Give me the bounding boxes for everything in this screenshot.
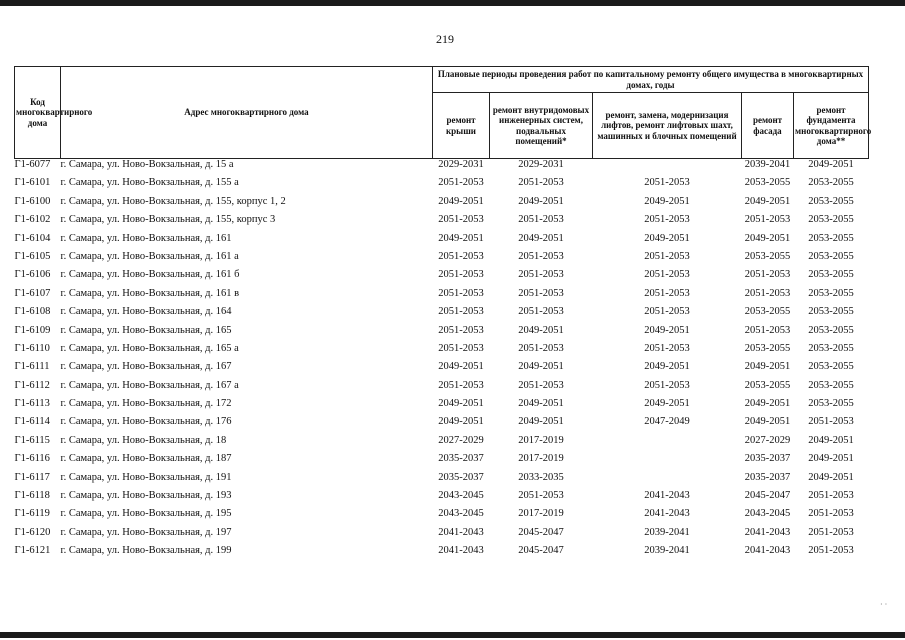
cell-foundation: 2053-2055 xyxy=(808,195,854,207)
cell-foundation: 2053-2055 xyxy=(808,214,854,226)
cell-foundation: 2053-2055 xyxy=(808,287,854,299)
cell-address: г. Самара, ул. Ново-Вокзальная, д. 18 xyxy=(60,434,227,446)
cell-lifts: 2041-2043 xyxy=(644,508,690,520)
cell-roof: 2035-2037 xyxy=(438,471,484,483)
cell-facade: 2049-2051 xyxy=(744,416,791,428)
cell-code: Г1-6116 xyxy=(14,453,50,465)
cell-code: Г1-6114 xyxy=(14,416,50,428)
cell-address: г. Самара, ул. Ново-Вокзальная, д. 161 а xyxy=(60,250,239,262)
cell-code: Г1-6120 xyxy=(14,526,51,538)
cell-foundation: 2051-2053 xyxy=(808,526,854,538)
table-row xyxy=(15,398,869,416)
cell-code: Г1-6115 xyxy=(14,434,50,446)
cell-code: Г1-6102 xyxy=(14,214,51,226)
cell-systems: 2051-2053 xyxy=(518,214,564,226)
cell-roof: 2027-2029 xyxy=(438,434,484,446)
cell-roof: 2051-2053 xyxy=(438,342,484,354)
cell-systems: 2049-2051 xyxy=(518,416,564,428)
cell-foundation: 2053-2055 xyxy=(808,342,854,354)
cell-address: г. Самара, ул. Ново-Вокзальная, д. 165 а xyxy=(60,342,239,354)
cell-lifts: 2051-2053 xyxy=(644,342,690,354)
cell-roof: 2049-2051 xyxy=(438,398,484,410)
cell-roof: 2051-2053 xyxy=(438,250,484,262)
cell-code: Г1-6118 xyxy=(14,490,50,502)
cell-systems: 2049-2051 xyxy=(518,361,564,373)
table-row xyxy=(15,416,869,434)
cell-foundation: 2051-2053 xyxy=(808,508,854,520)
header-address: Адрес многоквартирного дома xyxy=(61,67,433,159)
cell-facade: 2041-2043 xyxy=(744,526,791,538)
cell-systems: 2017-2019 xyxy=(518,434,564,446)
cell-facade: 2035-2037 xyxy=(744,471,791,483)
cell-facade: 2045-2047 xyxy=(744,490,791,502)
cell-lifts: 2049-2051 xyxy=(644,361,690,373)
cell-address: г. Самара, ул. Ново-Вокзальная, д. 199 xyxy=(60,545,232,557)
cell-lifts: 2049-2051 xyxy=(644,398,690,410)
cell-foundation: 2053-2055 xyxy=(808,306,854,318)
cell-facade: 2051-2053 xyxy=(744,287,791,299)
cell-foundation: 2053-2055 xyxy=(808,324,854,336)
cell-roof: 2029-2031 xyxy=(438,159,484,170)
cell-address: г. Самара, ул. Ново-Вокзальная, д. 167 а xyxy=(60,379,239,391)
cell-foundation: 2049-2051 xyxy=(808,453,854,465)
cell-address: г. Самара, ул. Ново-Вокзальная, д. 195 xyxy=(60,508,232,520)
cell-systems: 2049-2051 xyxy=(518,398,564,410)
cell-facade: 2049-2051 xyxy=(744,361,791,373)
cell-lifts: 2039-2041 xyxy=(644,545,690,557)
table-row xyxy=(15,251,869,269)
cell-systems: 2049-2051 xyxy=(518,324,564,336)
table-row xyxy=(15,325,869,343)
cell-lifts: 2051-2053 xyxy=(644,250,690,262)
cell-facade: 2053-2055 xyxy=(744,342,791,354)
cell-facade: 2051-2053 xyxy=(744,324,791,336)
header-facade: ремонт фасада xyxy=(742,93,794,159)
cell-code: Г1-6112 xyxy=(14,379,50,391)
header-code: Код многоквартирного дома xyxy=(15,67,61,159)
cell-foundation: 2053-2055 xyxy=(808,269,854,281)
cell-systems: 2017-2019 xyxy=(518,508,564,520)
cell-code: Г1-6109 xyxy=(14,324,51,336)
cell-roof: 2043-2045 xyxy=(438,508,484,520)
cell-foundation: 2051-2053 xyxy=(808,416,854,428)
cell-code: Г1-6105 xyxy=(14,250,51,262)
cell-address: г. Самара, ул. Ново-Вокзальная, д. 161 xyxy=(60,232,232,244)
cell-roof: 2051-2053 xyxy=(438,177,484,189)
cell-systems: 2033-2035 xyxy=(518,471,564,483)
cell-facade: 2053-2055 xyxy=(744,177,791,189)
cell-facade: 2051-2053 xyxy=(744,214,791,226)
page-number: 219 xyxy=(436,32,454,46)
cell-roof: 2049-2051 xyxy=(438,361,484,373)
cell-facade: 2053-2055 xyxy=(744,306,791,318)
cell-roof: 2041-2043 xyxy=(438,545,484,557)
cell-facade: 2049-2051 xyxy=(744,398,791,410)
table-row xyxy=(15,214,869,232)
cell-systems: 2051-2053 xyxy=(518,379,564,391)
table-row xyxy=(15,159,869,178)
cell-roof: 2051-2053 xyxy=(438,379,484,391)
table-row xyxy=(15,380,869,398)
cell-systems: 2051-2053 xyxy=(518,250,564,262)
cell-address: г. Самара, ул. Ново-Вокзальная, д. 155 а xyxy=(60,177,239,189)
table-row xyxy=(15,472,869,490)
cell-roof: 2049-2051 xyxy=(438,232,484,244)
cell-code: Г1-6106 xyxy=(14,269,51,281)
top-scan-border xyxy=(0,0,905,6)
table-row xyxy=(15,343,869,361)
cell-address: г. Самара, ул. Ново-Вокзальная, д. 187 xyxy=(60,453,232,465)
cell-lifts: 2039-2041 xyxy=(644,526,690,538)
cell-roof: 2049-2051 xyxy=(438,416,484,428)
cell-address: г. Самара, ул. Ново-Вокзальная, д. 191 xyxy=(60,471,232,483)
cell-systems: 2051-2053 xyxy=(518,306,564,318)
cell-facade: 2049-2051 xyxy=(744,232,791,244)
cell-lifts: 2051-2053 xyxy=(644,306,690,318)
cell-facade: 2053-2055 xyxy=(744,250,791,262)
cell-code: Г1-6077 xyxy=(14,159,51,170)
cell-address: г. Самара, ул. Ново-Вокзальная, д. 197 xyxy=(60,526,232,538)
table-row xyxy=(15,361,869,379)
cell-lifts: 2051-2053 xyxy=(644,269,690,281)
header-foundation: ремонт фундамента многоквартирного дома** xyxy=(794,93,869,159)
cell-address: г. Самара, ул. Ново-Вокзальная, д. 155, корпус 3 xyxy=(60,214,276,226)
cell-lifts: 2049-2051 xyxy=(644,324,690,336)
header-roof: ремонт крыши xyxy=(433,93,490,159)
cell-lifts: 2047-2049 xyxy=(644,416,690,428)
cell-facade: 2039-2041 xyxy=(744,159,791,170)
cell-address: г. Самара, ул. Ново-Вокзальная, д. 167 xyxy=(60,361,232,373)
cell-foundation: 2053-2055 xyxy=(808,232,854,244)
cell-systems: 2049-2051 xyxy=(518,232,564,244)
cell-roof: 2041-2043 xyxy=(438,526,484,538)
cell-facade: 2027-2029 xyxy=(744,434,791,446)
cell-address: г. Самара, ул. Ново-Вокзальная, д. 176 xyxy=(60,416,232,428)
table-row xyxy=(15,177,869,195)
header-systems: ремонт внутридомовых инженерных систем, подвальных помещений* xyxy=(490,93,593,159)
cell-foundation: 2053-2055 xyxy=(808,250,854,262)
scan-speckles: · · xyxy=(880,600,888,609)
table-row xyxy=(15,306,869,324)
cell-facade: 2053-2055 xyxy=(744,379,791,391)
cell-address: г. Самара, ул. Ново-Вокзальная, д. 165 xyxy=(60,324,232,336)
cell-foundation: 2053-2055 xyxy=(808,177,854,189)
cell-roof: 2043-2045 xyxy=(438,490,484,502)
cell-address: г. Самара, ул. Ново-Вокзальная, д. 172 xyxy=(60,398,232,410)
cell-foundation: 2051-2053 xyxy=(808,490,854,502)
cell-lifts xyxy=(593,472,742,490)
cell-systems: 2051-2053 xyxy=(518,342,564,354)
header-lifts: ремонт, замена, модернизация лифтов, ремонт лифтовых шахт, машинных и блочных помещений xyxy=(593,93,742,159)
cell-code: Г1-6113 xyxy=(14,398,50,410)
cell-address: г. Самара, ул. Ново-Вокзальная, д. 161 в xyxy=(60,287,240,299)
cell-systems: 2051-2053 xyxy=(518,490,564,502)
cell-facade: 2043-2045 xyxy=(744,508,791,520)
cell-lifts xyxy=(593,453,742,471)
table-row xyxy=(15,453,869,471)
cell-foundation: 2049-2051 xyxy=(808,159,854,170)
cell-code: Г1-6119 xyxy=(14,508,50,520)
cell-lifts: 2049-2051 xyxy=(644,232,690,244)
cell-roof: 2051-2053 xyxy=(438,287,484,299)
cell-code: Г1-6110 xyxy=(14,342,50,354)
cell-code: Г1-6101 xyxy=(14,177,51,189)
cell-code: Г1-6104 xyxy=(14,232,51,244)
table-body xyxy=(15,159,869,564)
cell-address: г. Самара, ул. Ново-Вокзальная, д. 164 xyxy=(60,306,232,318)
cell-roof: 2051-2053 xyxy=(438,306,484,318)
cell-lifts: 2051-2053 xyxy=(644,287,690,299)
cell-lifts: 2049-2051 xyxy=(644,195,690,207)
cell-systems: 2045-2047 xyxy=(518,545,564,557)
cell-foundation: 2049-2051 xyxy=(808,471,854,483)
cell-facade: 2035-2037 xyxy=(744,453,791,465)
table-row xyxy=(15,288,869,306)
cell-lifts: 2041-2043 xyxy=(644,490,690,502)
cell-systems: 2045-2047 xyxy=(518,526,564,538)
cell-foundation: 2053-2055 xyxy=(808,379,854,391)
cell-code: Г1-6100 xyxy=(14,195,51,207)
repair-schedule-table xyxy=(14,66,872,564)
bottom-scan-border xyxy=(0,632,905,638)
table-row xyxy=(15,527,869,545)
cell-foundation: 2051-2053 xyxy=(808,545,854,557)
cell-systems: 2051-2053 xyxy=(518,269,564,281)
cell-systems: 2049-2051 xyxy=(518,195,564,207)
table-row xyxy=(15,196,869,214)
cell-foundation: 2049-2051 xyxy=(808,434,854,446)
cell-systems: 2051-2053 xyxy=(518,287,564,299)
table-row xyxy=(15,233,869,251)
cell-address: г. Самара, ул. Ново-Вокзальная, д. 161 б xyxy=(60,269,240,281)
cell-code: Г1-6107 xyxy=(14,287,51,299)
cell-facade: 2049-2051 xyxy=(744,195,791,207)
cell-systems: 2029-2031 xyxy=(518,159,564,170)
cell-roof: 2051-2053 xyxy=(438,324,484,336)
cell-address: г. Самара, ул. Ново-Вокзальная, д. 15 а xyxy=(60,159,234,170)
table-row xyxy=(15,435,869,453)
cell-foundation: 2053-2055 xyxy=(808,398,854,410)
cell-systems: 2017-2019 xyxy=(518,453,564,465)
cell-facade: 2041-2043 xyxy=(744,545,791,557)
table-row xyxy=(15,508,869,526)
cell-roof: 2049-2051 xyxy=(438,195,484,207)
cell-systems: 2051-2053 xyxy=(518,177,564,189)
cell-foundation: 2053-2055 xyxy=(808,361,854,373)
table-row xyxy=(15,490,869,508)
cell-address: г. Самара, ул. Ново-Вокзальная, д. 155, корпус 1, 2 xyxy=(60,195,286,207)
cell-lifts xyxy=(593,435,742,453)
cell-code: Г1-6117 xyxy=(14,471,50,483)
cell-lifts: 2051-2053 xyxy=(644,379,690,391)
table-row xyxy=(15,545,869,563)
header-periods-group: Плановые периоды проведения работ по капитальному ремонту общего имущества в многоквартирных домах, годы xyxy=(433,67,869,93)
cell-lifts xyxy=(593,159,742,178)
table-row xyxy=(15,269,869,287)
cell-roof: 2035-2037 xyxy=(438,453,484,465)
cell-lifts: 2051-2053 xyxy=(644,177,690,189)
cell-facade: 2051-2053 xyxy=(744,269,791,281)
cell-code: Г1-6121 xyxy=(14,545,51,557)
cell-address: г. Самара, ул. Ново-Вокзальная, д. 193 xyxy=(60,490,232,502)
cell-code: Г1-6111 xyxy=(14,361,50,373)
cell-roof: 2051-2053 xyxy=(438,214,484,226)
cell-lifts: 2051-2053 xyxy=(644,214,690,226)
cell-roof: 2051-2053 xyxy=(438,269,484,281)
cell-code: Г1-6108 xyxy=(14,306,51,318)
